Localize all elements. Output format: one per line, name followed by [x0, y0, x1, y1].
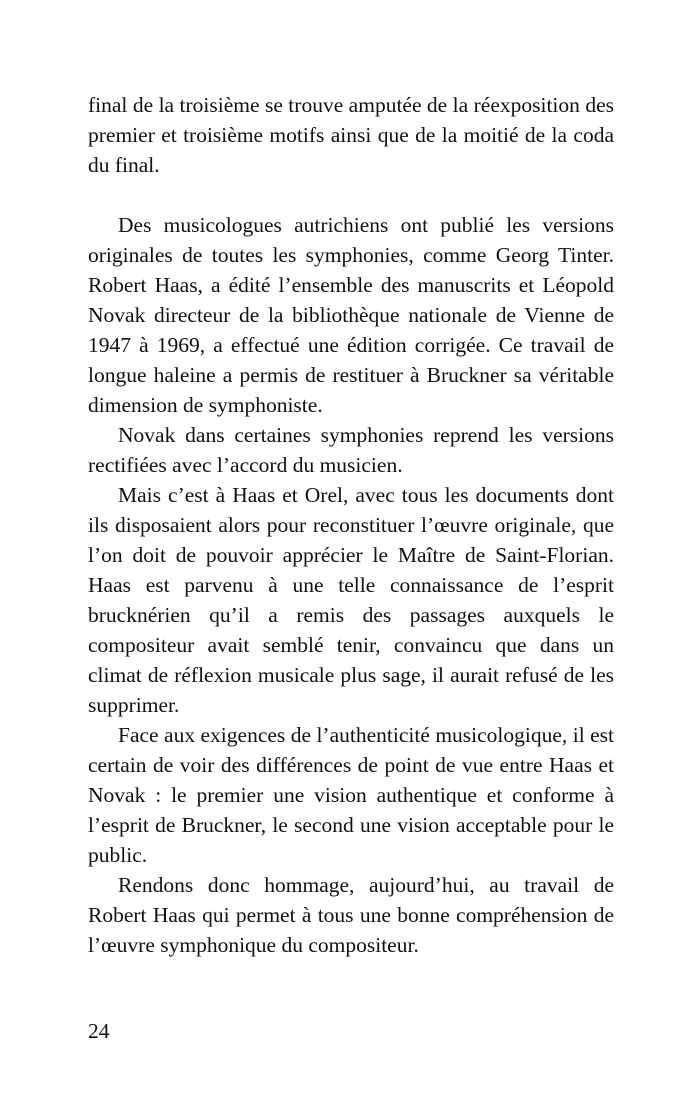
- page-number: 24: [88, 1019, 110, 1043]
- paragraph: Mais c’est à Haas et Orel, avec tous les documents dont ils disposaient alors pour reconstituer l’œuvre originale, que l’on doit de pouvoir apprécier le Maître de Saint-Florian. Haas est parvenu à une telle connaissance de l’esprit brucknérien qu’il a remis des passages auxquels le compositeur avait semblé tenir, convaincu que dans un climat de réflexion musicale plus sage, il aurait refusé de les supprimer.: [88, 483, 614, 717]
- body-text: [88, 90, 614, 960]
- paragraph: Face aux exigences de l’authenticité musicologique, il est certain de voir des différences de point de vue entre Haas et Novak : le premier une vision authentique et conforme à l’esprit de Bruckner, le second une vision acceptable pour le public.: [88, 723, 614, 867]
- paragraph: Des musicologues autrichiens ont publié les versions originales de toutes les symphonies, comme Georg Tinter. Robert Haas, a édité l’ensemble des manuscrits et Léopold Novak directeur de la bibliothèque nationale de Vienne de 1947 à 1969, a effectué une édition corrigée. Ce travail de longue haleine a permis de restituer à Bruckner sa véritable dimension de symphoniste.: [88, 213, 614, 417]
- paragraph: Rendons donc hommage, aujourd’hui, au travail de Robert Haas qui permet à tous une bonne compréhension de l’œuvre symphonique du compositeur.: [88, 873, 614, 957]
- paragraph-continuation: final de la troisième se trouve amputée de la réexposition des premier et troisième motifs ainsi que de la moitié de la coda du final.: [88, 93, 614, 177]
- paragraph: Novak dans certaines symphonies reprend les versions rectifiées avec l’accord du musicien.: [88, 423, 614, 477]
